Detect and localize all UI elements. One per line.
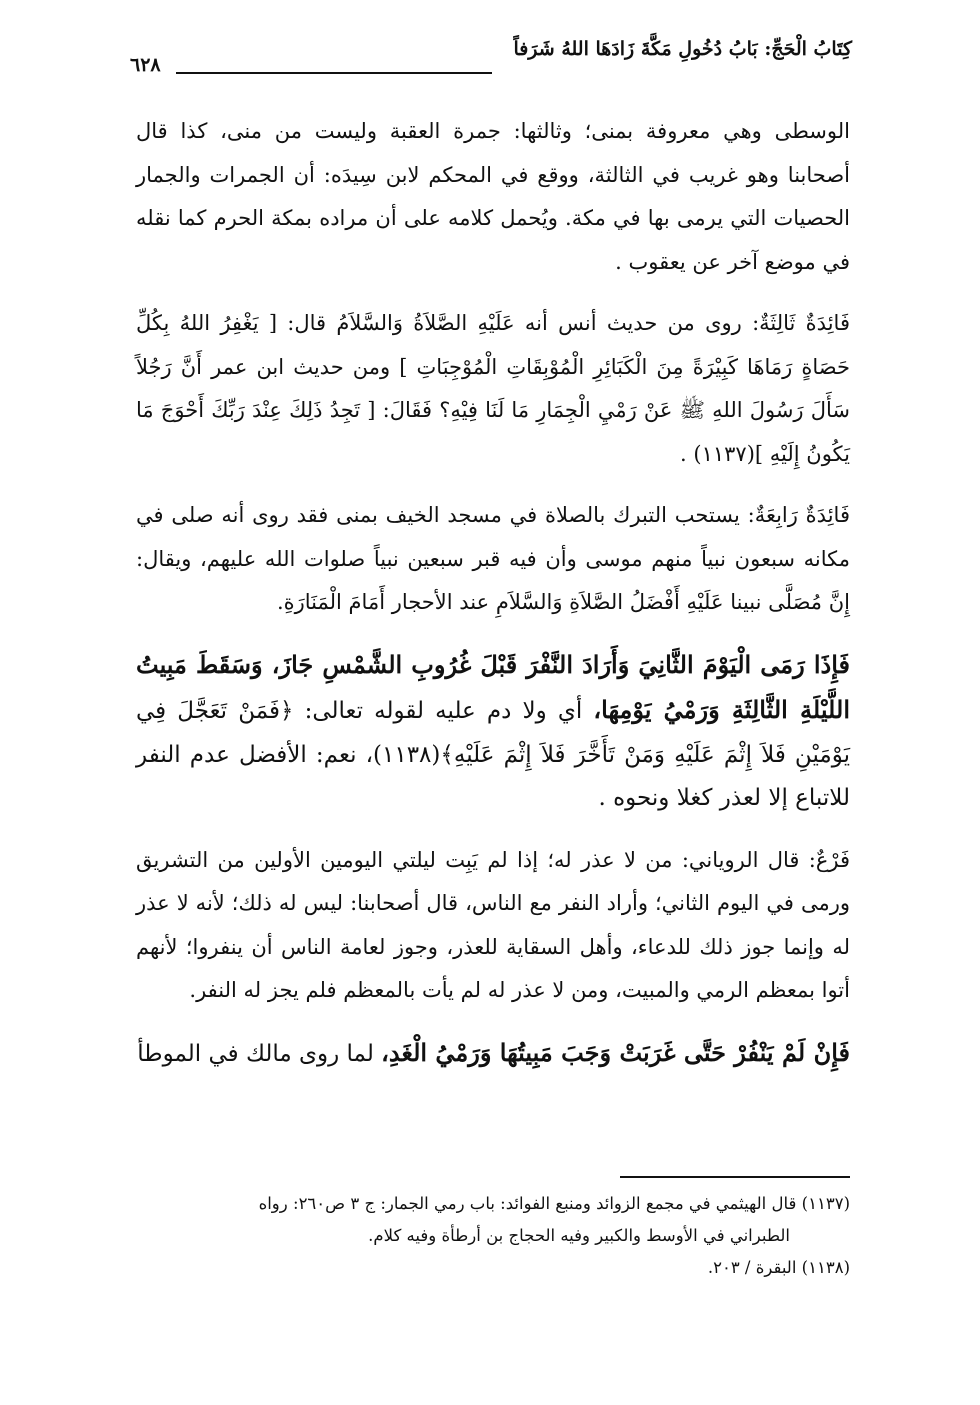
header-rule	[176, 72, 492, 74]
paragraph-1: الوسطى وهي معروفة بمنى؛ وثالثها: جمرة العقبة وليست من منى، كذا قال أصحابنا وهو غريب في الثالثة، ووقع في المحكم لابن سِيدَه: أن الجمرات والجمار الحصيات التي يرمى بها في مكة. ويُحمل كلامه على أن مراده بمكة الحرم كما نقله في موضع آخر عن يعقوب .	[136, 119, 850, 274]
matn-text: فَإِنْ لَمْ يَنْفُرْ حَتَّى غَرَبَتْ وَجَبَ مَبِيتُهَا وَرَمْيُ الْغَدِ،	[381, 1037, 850, 1067]
main-text	[136, 110, 850, 1094]
footnote-1138: (١١٣٨) البقرة / ٢٠٣.	[707, 1258, 850, 1277]
footnotes	[136, 1188, 850, 1284]
paragraph-4	[136, 643, 850, 821]
paragraph-2: فَائِدَةٌ ثَالِثَةٌ: روى من حديث أنس أنه عَلَيْهِ الصَّلاَةُ وَالسَّلاَمُ قال: [ يَغْفِرُ اللهُ بِكُلِّ حَصَاةٍ رَمَاهَا كَبِيْرَةً مِنَ الْكَبَائِرِ الْمُوْبِقَاتِ الْمُوْجِبَاتِ ] ومن حديث ابن عمر أَنَّ رَجُلاً سَأَلَ رَسُولَ اللهِ ﷺ عَنْ رَمْيِ الْجِمَارِ مَا لَنَا فِيْهِ؟ فَقَالَ: [ تَجِدُ ذَلِكَ عِنْدَ رَبِّكَ أَحْوَجَ مَا يَكُونُ إِلَيْهِ ](١١٣٧) .	[136, 311, 850, 466]
commentary-text: أي ولا دم عليه لقوله تعالى: ﴿فَمَنْ تَعَجَّلَ فِي يَوْمَيْنِ فَلاَ إِثْمَ عَلَيْهِ وَمَنْ تَأَخَّرَ فَلاَ إِثْمَ عَلَيْهِ﴾(١١٣٨)، نعم: الأفضل عدم النفر للاتباع إلا لعذر كغلا ونحوه .	[136, 698, 850, 811]
paragraph-6	[136, 1031, 850, 1077]
matn-text: فَإِذَا رَمَى الْيَوْمَ الثَّانِيَ وَأَرَادَ النَّفْرَ قَبْلَ غُرُوبِ الشَّمْسِ جَازَ، وَسَقَطَ مَبِيتُ اللَّيْلَةِ الثَّالِثَةِ وَرَمْيُ يَوْمِهَا،	[136, 649, 850, 724]
page-number: ٦٢٨	[130, 54, 161, 76]
footnote-1137-continued: الطبراني في الأوسط والكبير وفيه الحجاج بن أرطأة وفيه كلام.	[368, 1226, 790, 1245]
footnote-rule	[620, 1176, 850, 1178]
paragraph-3: فَائِدَةٌ رَابِعَةٌ: يستحب التبرك بالصلاة في مسجد الخيف بمنى فقد روى أنه صلى في مكانه سبعون نبياً منهم موسى وأن فيه قبر سبعين نبياً صلوات الله عليهم، ويقال: إِنَّ مُصَلَّى نبينا عَلَيْهِ أَفْضَلُ الصَّلاَةِ وَالسَّلاَمِ عند الأحجار أَمَامَ الْمَنَارَةِ.	[136, 503, 850, 614]
footnote-1137: (١١٣٧) قال الهيثمي في مجمع الزوائد ومنبع الفوائد: باب رمي الجمار: ج ٣ ص٢٦٠: رواه	[258, 1194, 850, 1213]
paragraph-5: فَرْعٌ: قال الروياني: من لا عذر له؛ إذا لم يَبِت ليلتي اليومين الأولين من التشريق ورمى في اليوم الثاني؛ وأراد النفر مع الناس، قال أصحابنا: ليس له ذلك؛ لأنه لا عذر له وإنما جوز ذلك للدعاء، وأهل السقاية للعذر، وجوز لعامة الناس أن ينفروا؛ لأنهم أتوا بمعظم الرمي والمبيت، ومن لا عذر له لم يأت بالمعظم فلم يجز له النفر.	[136, 847, 850, 1002]
running-header	[130, 28, 852, 78]
header-title: كِتَابُ الْحَجِّ: بَابُ دُخُولِ مَكَّةَ زَادَهَا اللهُ شَرَفاً	[513, 38, 852, 60]
commentary-text: لما روى مالك في الموطأ	[137, 1040, 382, 1067]
